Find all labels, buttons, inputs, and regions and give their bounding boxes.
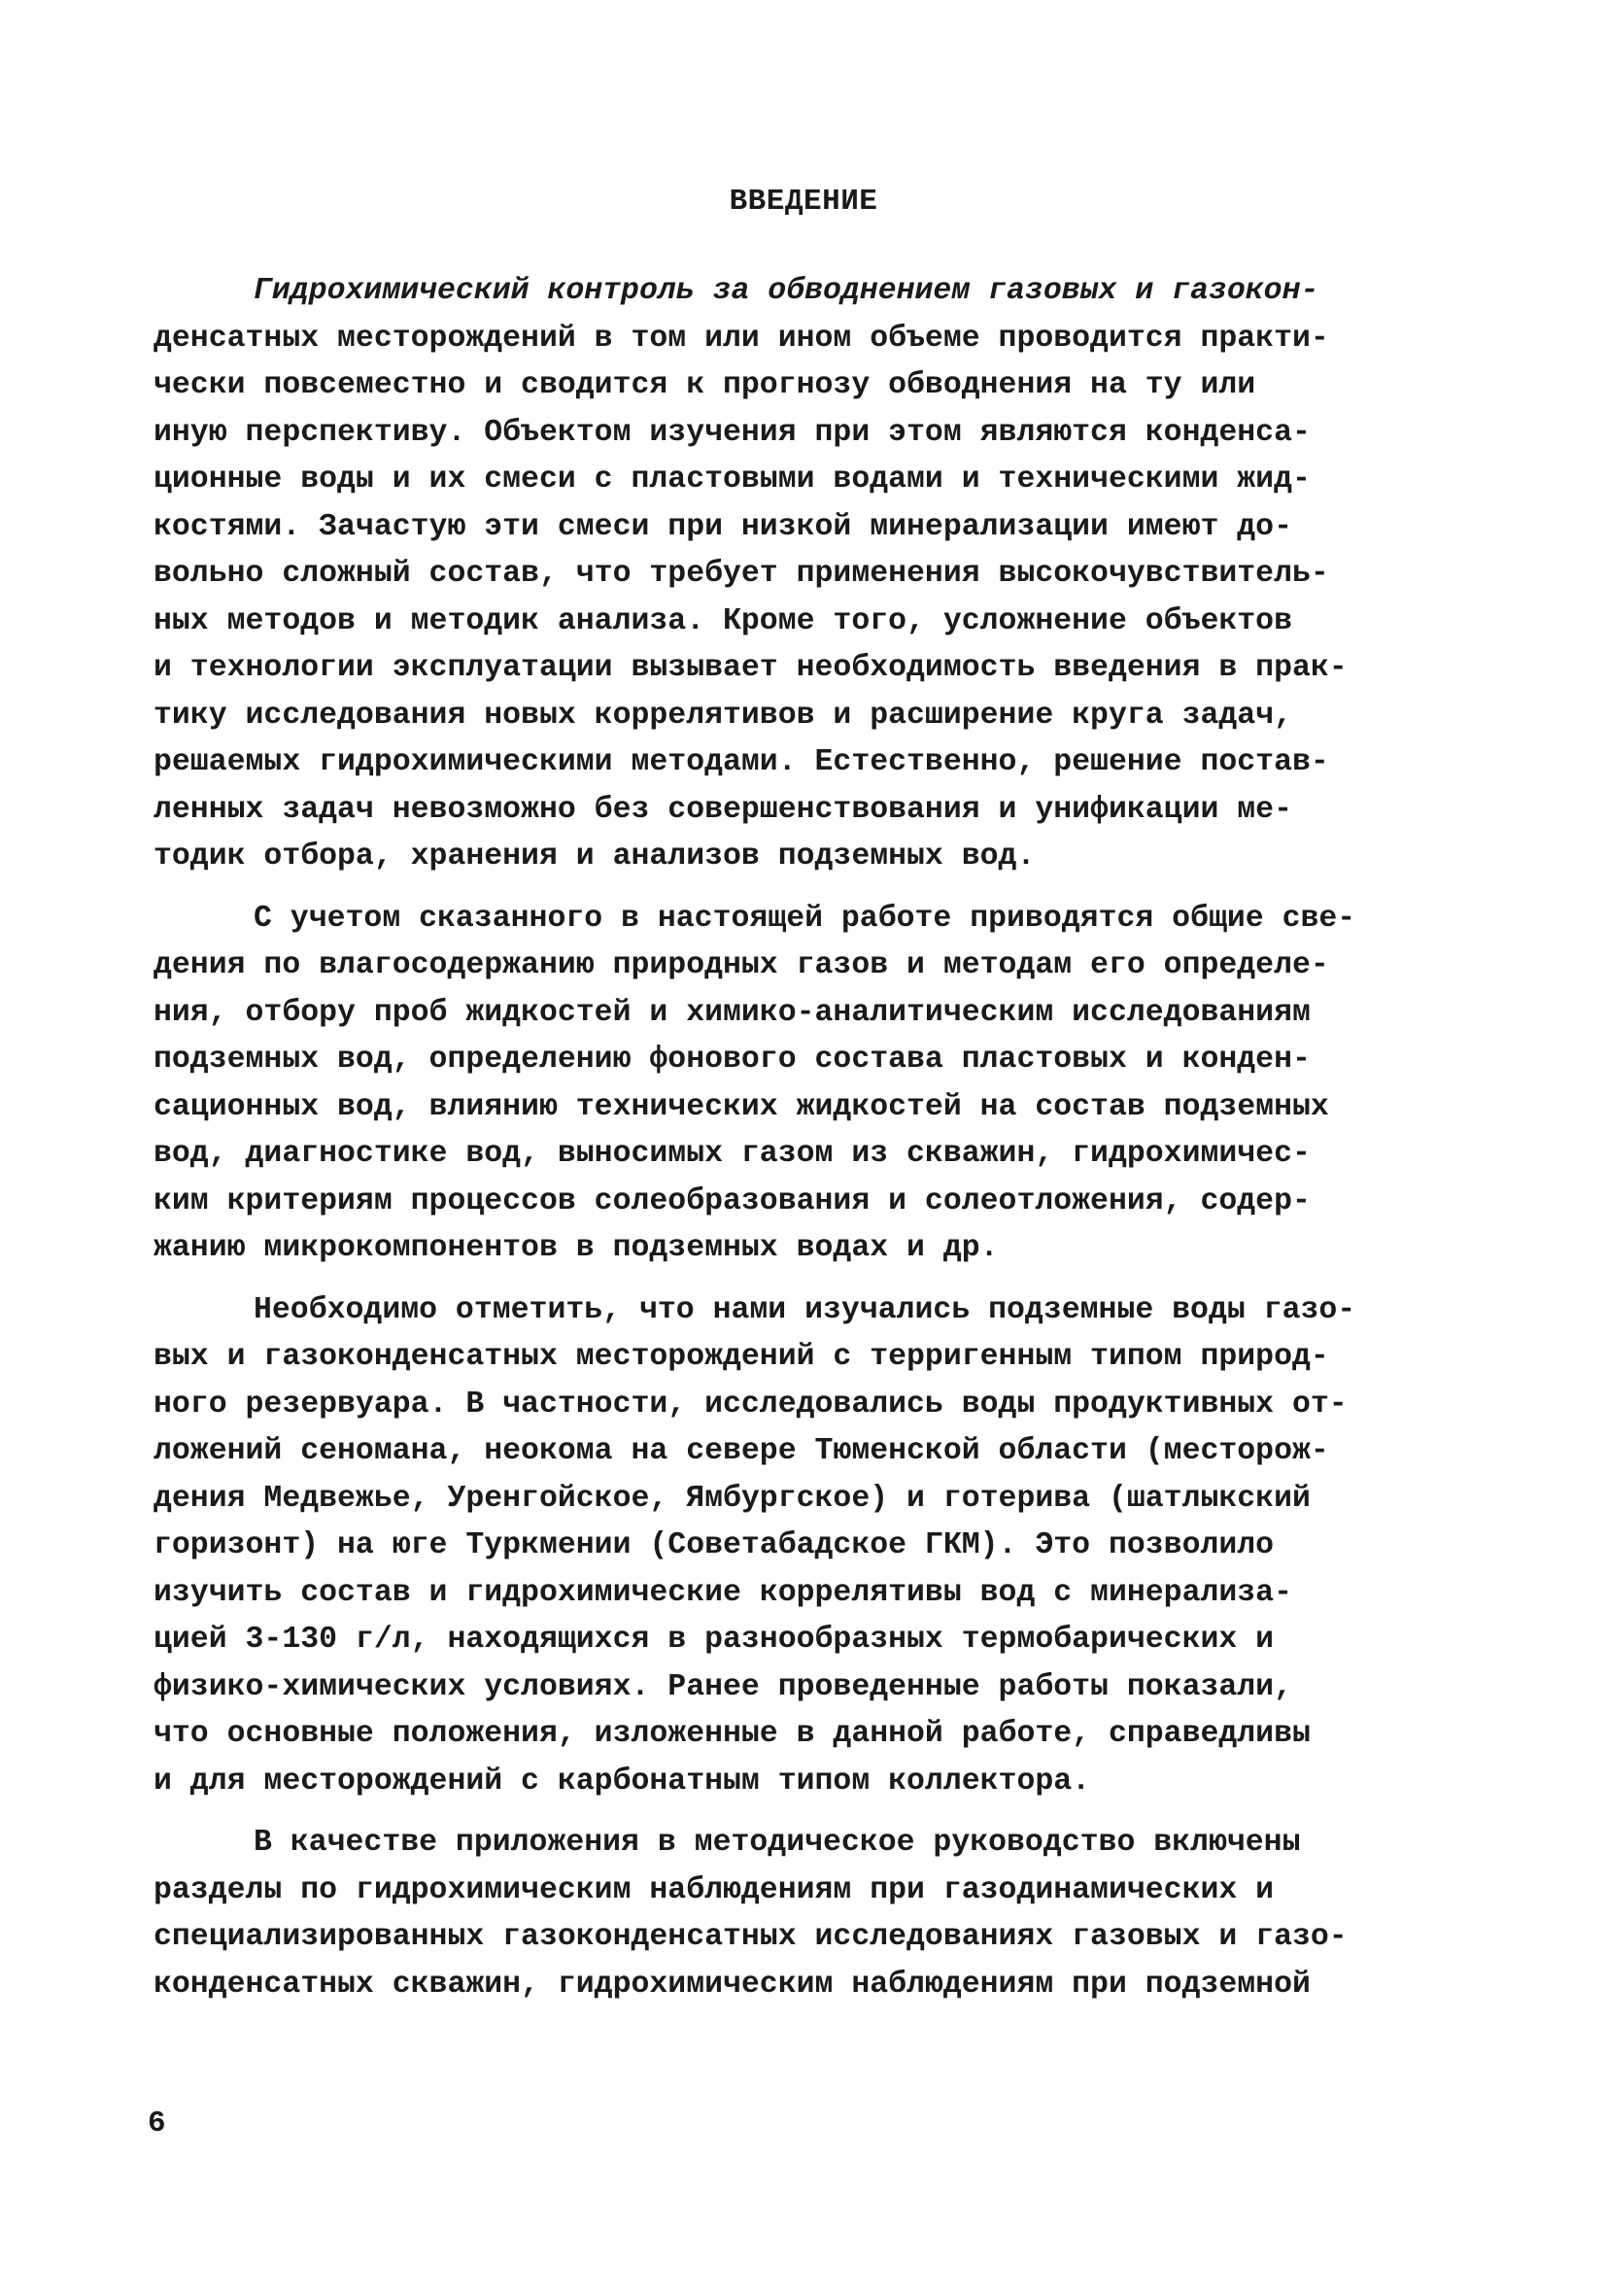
text-line: вых и газоконденсатных месторождений с терригенным типом природ- xyxy=(154,1340,1329,1374)
paragraph-2 xyxy=(154,896,1494,1273)
text-line: Необходимо отметить, что нами изучались подземные воды газо- xyxy=(254,1292,1356,1327)
text-line: специализированных газоконденсатных исследованиях газовых и газо- xyxy=(154,1920,1348,1954)
body-text xyxy=(154,268,1494,2008)
text-line: ленных задач невозможно без совершенствования и унификации ме- xyxy=(154,792,1292,827)
text-line: костями. Зачастую эти смеси при низкой минерализации имеют до- xyxy=(154,509,1292,544)
text-line: конденсатных скважин, гидрохимическим наблюдениям при подземной xyxy=(154,1967,1311,2002)
page-number: 6 xyxy=(148,2107,166,2141)
text-line: ния, отбору проб жидкостей и химико-аналитическим исследованиям xyxy=(154,995,1311,1030)
text-line: горизонт) на юге Туркмении (Советабадское ГКМ). Это позволило xyxy=(154,1528,1275,1562)
paragraph-4 xyxy=(154,1820,1494,2008)
text-line: вольно сложный состав, что требует применения высокочувствитель- xyxy=(154,557,1329,591)
page-title: ВВЕДЕНИЕ xyxy=(729,185,878,219)
text-line: чески повсеместно и сводится к прогнозу обводнения на ту или xyxy=(154,368,1256,402)
text-line: Гидрохимический контроль за обводнением газовых и газокон- xyxy=(254,274,1319,308)
text-line: дения по влагосодержанию природных газов и методам его определе- xyxy=(154,948,1329,982)
paragraph-1 xyxy=(154,268,1494,881)
text-line: ных методов и методик анализа. Кроме того, усложнение объектов xyxy=(154,603,1292,638)
text-line: жанию микрокомпонентов в подземных водах и др. xyxy=(154,1231,999,1265)
text-line: цией 3-130 г/л, находящихся в разнообразных термобарических и xyxy=(154,1623,1275,1657)
text-line: тику исследования новых коррелятивов и расширение круга задач, xyxy=(154,698,1292,733)
text-line: иную перспективу. Объектом изучения при этом являются конденса- xyxy=(154,415,1311,450)
text-line: ного резервуара. В частности, исследовались воды продуктивных от- xyxy=(154,1387,1348,1422)
text-line: ким критериям процессов солеобразования и солеотложения, содер- xyxy=(154,1183,1311,1218)
text-line: подземных вод, определению фонового состава пластовых и конден- xyxy=(154,1043,1311,1077)
text-line: С учетом сказанного в настоящей работе приводятся общие све- xyxy=(254,901,1356,936)
text-line: вод, диагностике вод, выносимых газом из скважин, гидрохимичес- xyxy=(154,1137,1311,1171)
text-line: и технологии эксплуатации вызывает необходимость введения в прак- xyxy=(154,651,1348,685)
text-line: сационных вод, влиянию технических жидкостей на состав подземных xyxy=(154,1089,1329,1124)
text-line: разделы по гидрохимическим наблюдениям при газодинамических и xyxy=(154,1872,1275,1907)
text-line: изучить состав и гидрохимические коррелятивы вод с минерализа- xyxy=(154,1575,1292,1610)
text-line: и для месторождений с карбонатным типом коллектора. xyxy=(154,1764,1091,1799)
paragraph-3 xyxy=(154,1287,1494,1806)
text-line: что основные положения, изложенные в данной работе, справедливы xyxy=(154,1717,1311,1751)
text-line: дения Медвежье, Уренгойское, Ямбургское) и готерива (шатлыкский xyxy=(154,1481,1311,1516)
text-line: физико-химических условиях. Ранее проведенные работы показали, xyxy=(154,1669,1292,1704)
text-line: тодик отбора, хранения и анализов подземных вод. xyxy=(154,840,1036,874)
text-line: ложений сеномана, неокома на севере Тюменской области (месторож- xyxy=(154,1434,1329,1468)
text-line: В качестве приложения в методическое руководство включены xyxy=(254,1826,1301,1860)
text-line: ционные воды и их смеси с пластовыми водами и техническими жид- xyxy=(154,463,1311,497)
text-line: денсатных месторождений в том или ином объеме проводится практи- xyxy=(154,321,1329,356)
text-line: решаемых гидрохимическими методами. Естественно, решение постав- xyxy=(154,745,1329,779)
